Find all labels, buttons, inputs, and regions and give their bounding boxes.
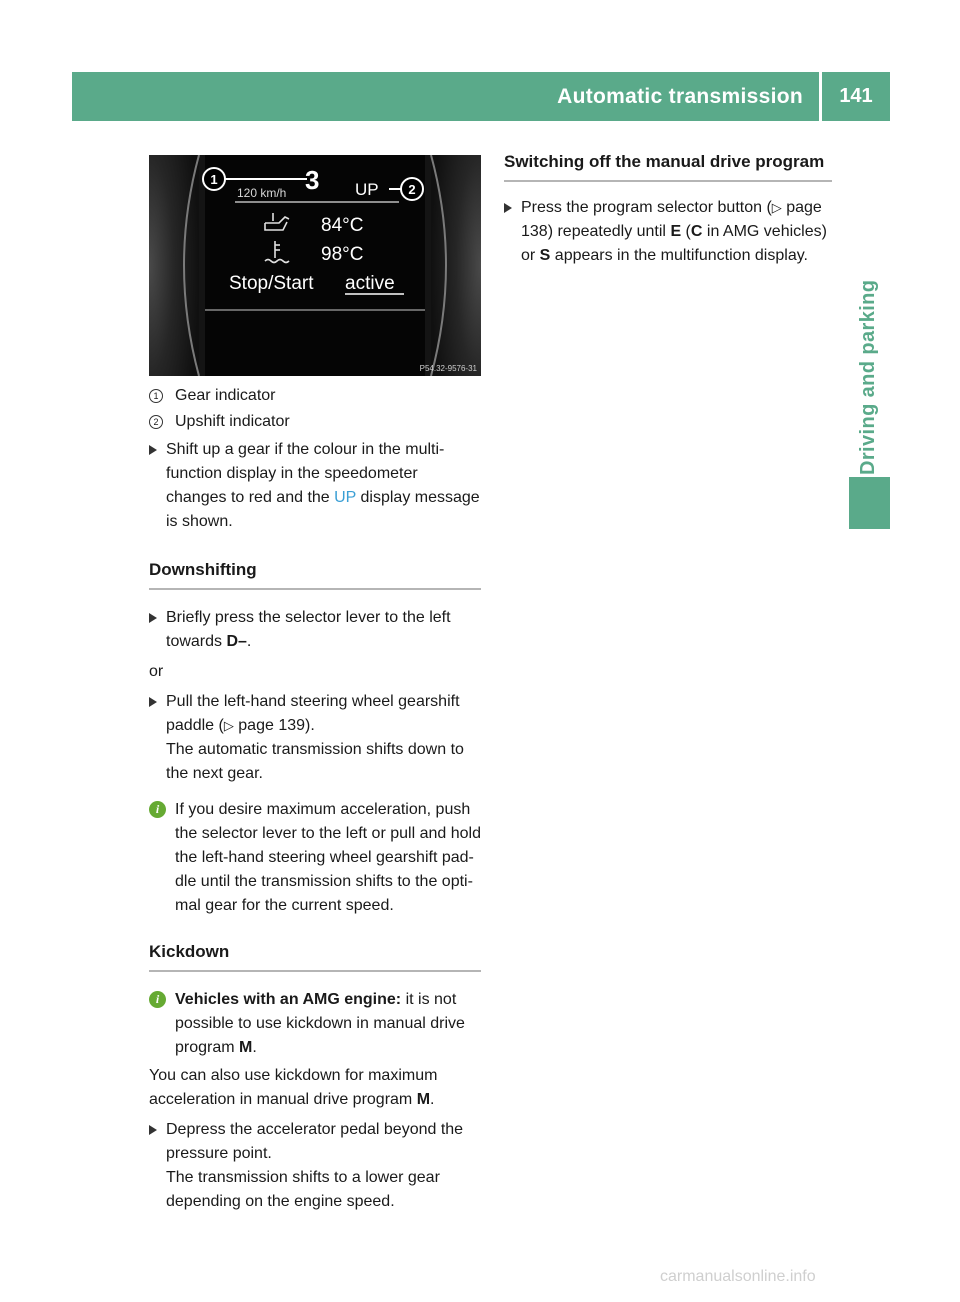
image-code: P54.32-9576-31 bbox=[419, 364, 477, 373]
step-text: display message is shown. bbox=[166, 489, 480, 530]
stopstart-state: active bbox=[345, 273, 395, 294]
kickdown-paragraph bbox=[149, 1064, 481, 1112]
step-result: The transmission shifts to a lower gear depending on the engine speed. bbox=[166, 1169, 440, 1210]
note-bold: M bbox=[239, 1039, 253, 1056]
info-note-amg bbox=[149, 988, 481, 1060]
legend-text-2: Upshift indicator bbox=[175, 413, 290, 430]
step-depress-pedal bbox=[149, 1118, 481, 1214]
speed-readout: 120 km/h bbox=[237, 186, 287, 200]
step-arrow-icon bbox=[149, 613, 157, 623]
section-heading-kickdown: Kickdown bbox=[149, 940, 481, 972]
step-bold: E bbox=[670, 223, 682, 240]
section-heading-downshifting: Downshifting bbox=[149, 558, 481, 590]
step-shift-up bbox=[149, 438, 481, 534]
page-reference-icon: ▷ bbox=[223, 718, 234, 733]
para-bold: M bbox=[416, 1091, 431, 1108]
note-text: it is not possible to use kickdown in manual drive program bbox=[175, 991, 465, 1056]
stopstart-label: Stop/Start bbox=[229, 273, 314, 294]
step-arrow-icon bbox=[504, 203, 512, 213]
right-column bbox=[504, 150, 832, 268]
up-display-message: UP bbox=[334, 489, 357, 506]
oil-temperature: 84°C bbox=[321, 215, 364, 236]
step-text: ( bbox=[681, 223, 691, 240]
section-heading-switch-off: Switching off the manual drive program bbox=[504, 150, 832, 182]
step-arrow-icon bbox=[149, 1125, 157, 1135]
legend-item bbox=[149, 384, 481, 408]
step-bold: D– bbox=[226, 633, 247, 650]
info-note-max-acceleration bbox=[149, 798, 481, 918]
step-arrow-icon bbox=[149, 445, 157, 455]
page-reference-link[interactable]: page 138) repeatedly until bbox=[521, 199, 822, 240]
legend-number-1: 1 bbox=[149, 389, 163, 403]
step-text: Pull the left-hand steering wheel gearshift paddle ( bbox=[166, 693, 460, 734]
side-tab-label: Driving and parking bbox=[857, 279, 879, 475]
page-number: 141 bbox=[839, 85, 873, 107]
legend-number-2: 2 bbox=[149, 415, 163, 429]
step-press-selector bbox=[504, 196, 832, 268]
watermark: carmanualsonline.info bbox=[660, 1268, 816, 1285]
left-column bbox=[149, 384, 481, 1214]
callout-1-number: 1 bbox=[210, 172, 218, 187]
page-reference-icon: ▷ bbox=[771, 200, 782, 215]
or-text: or bbox=[149, 663, 164, 680]
instrument-cluster-image bbox=[149, 155, 481, 376]
page-title: Automatic transmission bbox=[557, 85, 803, 108]
para-text: You can also use kickdown for maximum acceleration in manual drive program bbox=[149, 1067, 438, 1108]
page-reference-link[interactable]: page 139). bbox=[233, 717, 315, 734]
info-icon: i bbox=[149, 801, 166, 818]
step-bold: S bbox=[539, 247, 551, 264]
note-bold: Vehicles with an AMG engine: bbox=[175, 991, 402, 1008]
note-text: . bbox=[252, 1039, 257, 1056]
step-pull-paddle bbox=[149, 690, 481, 786]
gear-number: 3 bbox=[305, 165, 320, 195]
step-arrow-icon bbox=[149, 697, 157, 707]
step-text: . bbox=[246, 633, 252, 650]
step-text: in AMG vehicles) or bbox=[521, 223, 827, 264]
header-bar bbox=[72, 72, 890, 121]
coolant-temperature: 98°C bbox=[321, 244, 364, 265]
step-briefly-press bbox=[149, 606, 481, 654]
upshift-text: UP bbox=[355, 180, 379, 199]
step-text: Depress the accelerator pedal beyond the pressure point. bbox=[166, 1121, 464, 1162]
step-text: Press the program selector button ( bbox=[521, 199, 772, 216]
step-text: Shift up a gear if the colour in the multi-function display in the speedometer changes to red and the bbox=[166, 441, 445, 506]
side-tab-marker bbox=[849, 477, 890, 529]
info-icon: i bbox=[149, 991, 166, 1008]
step-text: Briefly press the selector lever to the left towards bbox=[166, 609, 451, 650]
para-text: . bbox=[430, 1091, 435, 1108]
legend-text-1: Gear indicator bbox=[175, 387, 276, 404]
callout-2-number: 2 bbox=[408, 182, 416, 197]
legend-item bbox=[149, 410, 481, 434]
step-result: The automatic transmission shifts down to the next gear. bbox=[166, 741, 464, 782]
step-bold: C bbox=[690, 223, 703, 240]
step-text: appears in the multifunction display. bbox=[550, 247, 808, 264]
note-text: If you desire maximum acceleration, push the selector lever to the left or pull and hold the left-hand steering wheel gearshift pad-dle until the transmission shifts to the opti-mal gear for the current speed. bbox=[175, 801, 481, 914]
